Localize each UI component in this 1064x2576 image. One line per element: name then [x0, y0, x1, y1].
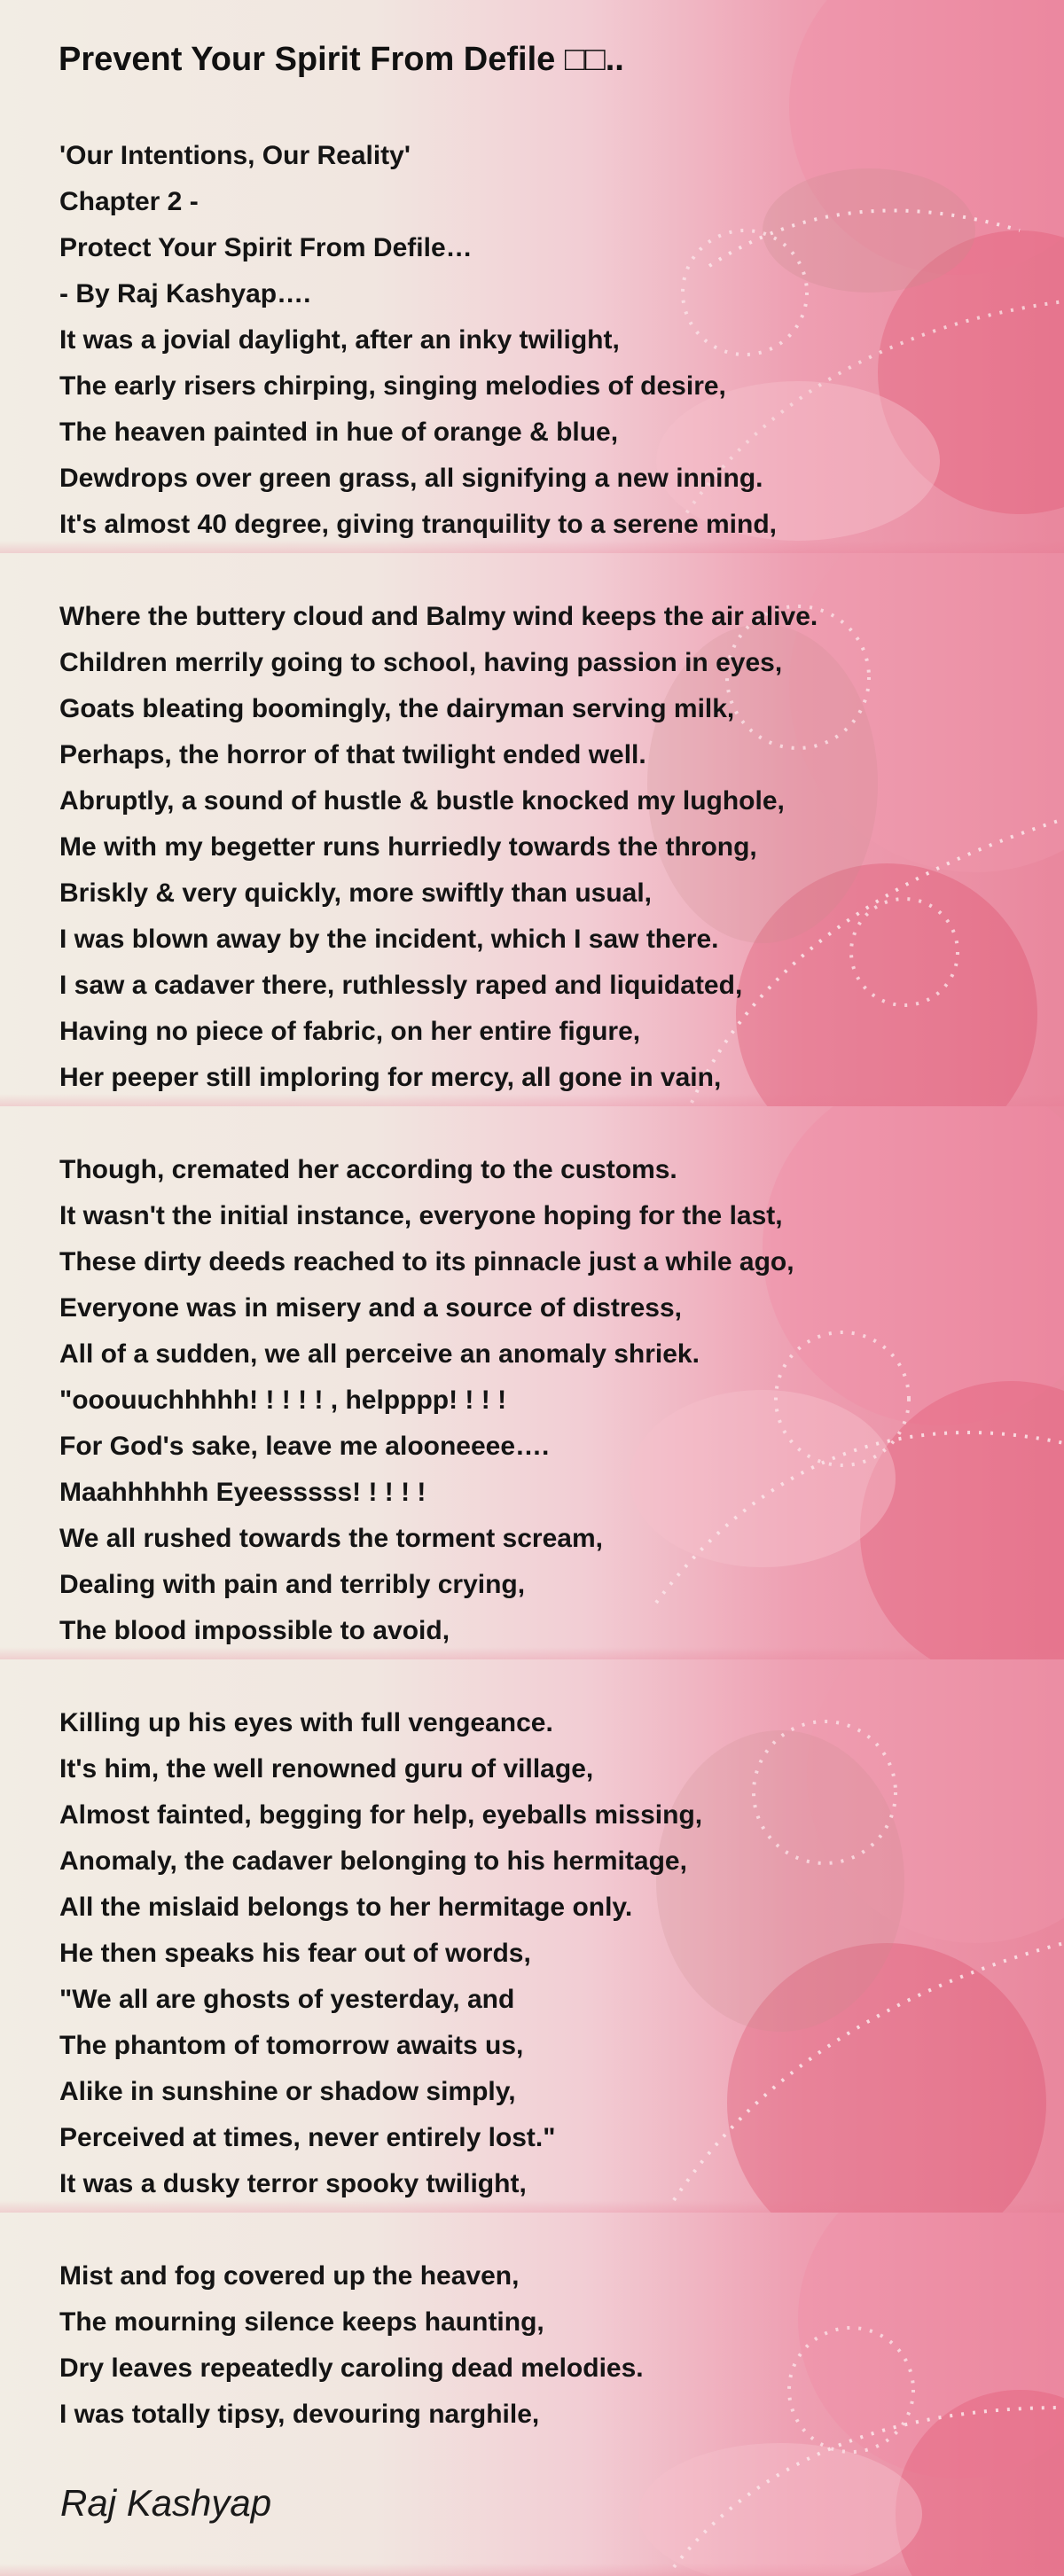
- poem-line: Children merrily going to school, having passion in eyes,: [59, 648, 783, 677]
- poem-line: "We all are ghosts of yesterday, and: [59, 1985, 515, 2014]
- poem-line: It wasn't the initial instance, everyone hoping for the last,: [59, 1201, 783, 1230]
- stanza-2: [59, 594, 1017, 1101]
- poem-line: Alike in sunshine or shadow simply,: [59, 2077, 516, 2106]
- poem-line: It was a dusky terror spooky twilight,: [59, 2169, 527, 2198]
- stanza-3: [59, 1147, 1017, 1654]
- poem-line: It's him, the well renowned guru of village,: [59, 1754, 594, 1784]
- poem-line: The phantom of tomorrow awaits us,: [59, 2031, 524, 2060]
- poem-line: 'Our Intentions, Our Reality': [59, 141, 411, 170]
- poem-line: Goats bleating boomingly, the dairyman serving milk,: [59, 694, 735, 723]
- poem-line: All of a sudden, we all perceive an anomaly shriek.: [59, 1339, 700, 1369]
- stanza-4: [59, 1700, 1017, 2207]
- poem-line: Maahhhhhh Eyeesssss! ! ! ! !: [59, 1478, 426, 1507]
- poem-line: I saw a cadaver there, ruthlessly raped and liquidated,: [59, 971, 743, 1000]
- poem-line: Me with my begetter runs hurriedly towards the throng,: [59, 832, 757, 862]
- poem-line: I was blown away by the incident, which I saw there.: [59, 925, 719, 954]
- poem-line: "ooouuchhhhh! ! ! ! ! , helpppp! ! ! !: [59, 1386, 507, 1415]
- poem-line: All the mislaid belongs to her hermitage only.: [59, 1893, 633, 1922]
- poem-line: Briskly & very quickly, more swiftly than usual,: [59, 878, 653, 908]
- poem-line: - By Raj Kashyap….: [59, 279, 311, 308]
- poem-line: I was totally tipsy, devouring narghile,: [59, 2400, 540, 2429]
- poem-line: Perceived at times, never entirely lost.": [59, 2123, 556, 2152]
- poem-line: Killing up his eyes with full vengeance.: [59, 1708, 553, 1737]
- poem-line: The heaven painted in hue of orange & blue,: [59, 418, 619, 447]
- poem-line: The mourning silence keeps haunting,: [59, 2307, 544, 2337]
- poem-line: Chapter 2 -: [59, 187, 199, 216]
- poem-line: Where the buttery cloud and Balmy wind keeps the air alive.: [59, 602, 818, 631]
- stanza-5: [59, 2253, 1017, 2438]
- poem-line: Having no piece of fabric, on her entire figure,: [59, 1017, 641, 1046]
- poem-line: Protect Your Spirit From Defile…: [59, 233, 473, 262]
- poem-line: The early risers chirping, singing melodies of desire,: [59, 371, 726, 401]
- poem-line: Dewdrops over green grass, all signifying a new inning.: [59, 464, 763, 493]
- poem-line: We all rushed towards the torment scream,: [59, 1524, 603, 1553]
- poem-line: He then speaks his fear out of words,: [59, 1939, 531, 1968]
- poem-line: These dirty deeds reached to its pinnacle just a while ago,: [59, 1247, 794, 1276]
- poem-line: It was a jovial daylight, after an inky twilight,: [59, 325, 620, 355]
- poem-line: Though, cremated her according to the customs.: [59, 1155, 677, 1184]
- poem-line: Everyone was in misery and a source of distress,: [59, 1293, 682, 1323]
- poem-line: Dry leaves repeatedly caroling dead melodies.: [59, 2354, 644, 2383]
- poem-line: Her peeper still imploring for mercy, all gone in vain,: [59, 1063, 722, 1092]
- poem-line: The blood impossible to avoid,: [59, 1616, 450, 1645]
- poem-line: Perhaps, the horror of that twilight ended well.: [59, 740, 646, 769]
- poem-line: It's almost 40 degree, giving tranquility to a serene mind,: [59, 510, 778, 539]
- poem-line: Abruptly, a sound of hustle & bustle knocked my lughole,: [59, 786, 785, 816]
- poem-line: Anomaly, the cadaver belonging to his hermitage,: [59, 1846, 687, 1876]
- poem-line: Almost fainted, begging for help, eyeballs missing,: [59, 1800, 703, 1830]
- author-signature: Raj Kashyap: [60, 2482, 272, 2524]
- poem-line: Dealing with pain and terribly crying,: [59, 1570, 526, 1599]
- poem-title: Prevent Your Spirit From Defile □□..: [59, 41, 624, 78]
- poem-line: Mist and fog covered up the heaven,: [59, 2261, 520, 2291]
- stanza-1: [59, 133, 1017, 548]
- poem-line: For God's sake, leave me alooneeee….: [59, 1432, 550, 1461]
